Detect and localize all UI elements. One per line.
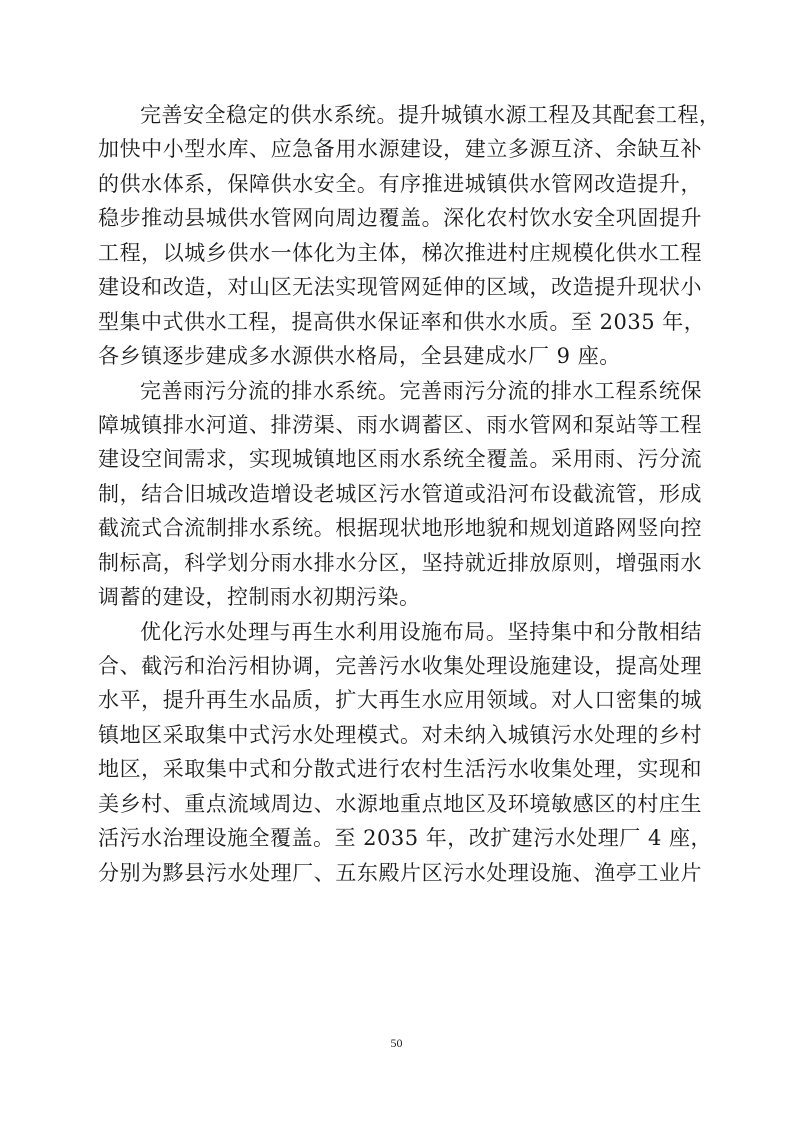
paragraph-line: 调蓄的建设，控制雨水初期污染。 [98,585,421,610]
paragraph-line [98,98,721,132]
paragraph-line: 水平，提升再生水品质，扩大再生水应用领域。对人口密集的城 [98,688,702,713]
paragraph-line: 制标高，科学划分雨水排水分区，坚持就近排放原则，增强雨水 [98,550,702,575]
paragraph-sewage [98,615,713,891]
paragraph-line: 美乡村、重点流域周边、水源地重点地区及环境敏感区的村庄生 [98,791,702,816]
paragraph-line [98,374,702,408]
paragraph-line: 建设和改造，对山区无法实现管网延伸的区域，改造提升现状小 [98,275,702,300]
paragraph-line: 截流式合流制排水系统。根据现状地形地貌和规划道路网竖向控 [98,516,702,541]
paragraph-line [98,615,702,649]
paragraph-line: 工程，以城乡供水一体化为主体，梯次推进村庄规模化供水工程 [98,240,702,265]
paragraph-line: 镇地区采取集中式污水处理模式。对未纳入城镇污水处理的乡村 [98,722,702,747]
paragraph-line: 各乡镇逐步建成多水源供水格局，全县建成水厂 9 座。 [98,344,621,369]
paragraph-line: 稳步推动县城供水管网向周边覆盖。深化农村饮水安全巩固提升 [98,206,702,231]
paragraph-heading: 优化污水处理与再生水利用设施布局。 [140,619,508,644]
paragraph-line: 建设空间需求，实现城镇地区雨水系统全覆盖。采用雨、污分流 [98,447,702,472]
paragraph-heading: 完善安全稳定的供水系统。 [140,103,398,127]
paragraph-line: 的供水体系，保障供水安全。有序推进城镇供水管网改造提升， [98,171,702,196]
paragraph-text: 完善雨污分流的排水工程系统保 [399,378,703,403]
paragraph-line: 制，结合旧城改造增设老城区污水管道或沿河布设截流管，形成 [98,481,702,506]
document-body [98,98,721,890]
paragraph-text: 提升城镇水源工程及其配套工程， [398,103,721,127]
paragraph-line: 型集中式供水工程，提高供水保证率和供水水质。至 2035 年， [98,309,706,334]
paragraph-line: 活污水治理设施全覆盖。至 2035 年，改扩建污水处理厂 4 座， [98,826,713,851]
page-number: 50 [390,1036,403,1050]
paragraph-line: 合、截污和治污相协调，完善污水收集处理设施建设，提高处理 [98,654,702,678]
paragraph-line: 分别为黟县污水处理厂、五东殿片区污水处理设施、渔亭工业片 [98,860,702,885]
paragraph-line: 障城镇排水河道、排涝渠、雨水调蓄区、雨水管网和泵站等工程 [98,412,702,437]
paragraph-text: 坚持集中和分散相结 [507,619,703,644]
paragraph-drainage [98,374,702,615]
paragraph-line: 地区，采取集中式和分散式进行农村生活污水收集处理，实现和 [98,757,702,782]
paragraph-heading: 完善雨污分流的排水系统。 [140,378,400,403]
paragraph-line: 加快中小型水库、应急备用水源建设，建立多源互济、余缺互补 [98,137,702,162]
paragraph-water-supply [98,98,721,374]
